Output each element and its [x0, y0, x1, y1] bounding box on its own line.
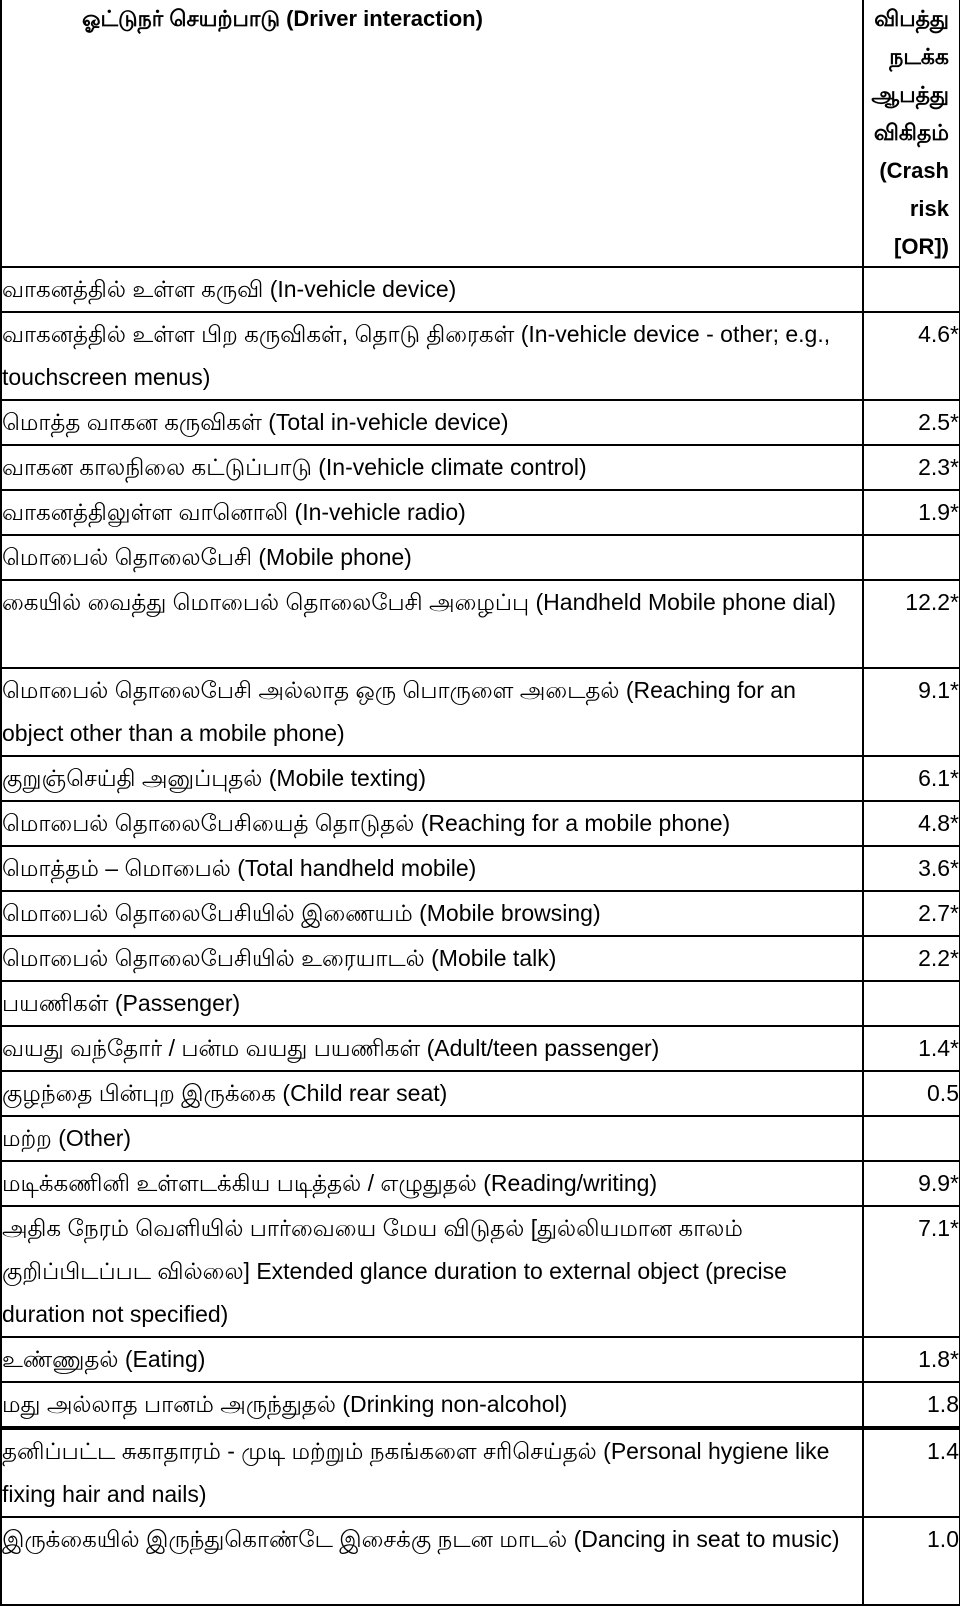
- interaction-cell: வாகனத்தில் உள்ள கருவி (In-vehicle device): [1, 267, 863, 312]
- interaction-cell: தனிப்பட்ட சுகாதாரம் - முடி மற்றும் நகங்களை சரிசெய்தல் (Personal hygiene like fixing hair and nails): [1, 1428, 863, 1517]
- table-row: [1, 1161, 960, 1206]
- table-row: [1, 1206, 960, 1337]
- table-section-row: [1, 1116, 960, 1161]
- crash-risk-cell: 2.3*: [863, 445, 960, 490]
- interaction-cell: வாகனத்திலுள்ள வானொலி (In-vehicle radio): [1, 490, 863, 535]
- crash-risk-cell: 2.2*: [863, 936, 960, 981]
- crash-risk-cell: 4.6*: [863, 312, 960, 400]
- crash-risk-cell: [863, 981, 960, 1026]
- table-row: [1, 891, 960, 936]
- interaction-cell: வாகனத்தில் உள்ள பிற கருவிகள், தொடு திரைகள் (In-vehicle device - other; e.g., touchscreen menus): [1, 312, 863, 400]
- crash-risk-cell: 1.0: [863, 1517, 960, 1605]
- interaction-cell: மொபைல் தொலைபேசி அல்லாத ஒரு பொருளை அடைதல் (Reaching for an object other than a mobile phone): [1, 668, 863, 756]
- interaction-cell: மொபைல் தொலைபேசி (Mobile phone): [1, 535, 863, 580]
- crash-risk-cell: 7.1*: [863, 1206, 960, 1337]
- interaction-cell: மொத்த வாகன கருவிகள் (Total in-vehicle device): [1, 400, 863, 445]
- crash-risk-cell: 4.8*: [863, 801, 960, 846]
- table-row: [1, 1382, 960, 1428]
- crash-risk-cell: 12.2*: [863, 580, 960, 668]
- crash-risk-cell: 1.4*: [863, 1026, 960, 1071]
- table-row: [1, 756, 960, 801]
- crash-risk-cell: 2.5*: [863, 400, 960, 445]
- interaction-cell: குழந்தை பின்புற இருக்கை (Child rear seat): [1, 1071, 863, 1116]
- crash-risk-cell: 1.4: [863, 1428, 960, 1517]
- interaction-cell: மடிக்கணினி உள்ளடக்கிய படித்தல் / எழுதுதல் (Reading/writing): [1, 1161, 863, 1206]
- table-row: [1, 1428, 960, 1517]
- crash-risk-header-line3: (Crash risk [OR]): [879, 158, 949, 259]
- interaction-cell: குறுஞ்செய்தி அனுப்புதல் (Mobile texting): [1, 756, 863, 801]
- interaction-cell: மொபைல் தொலைபேசியில் இணையம் (Mobile browsing): [1, 891, 863, 936]
- crash-risk-cell: 1.8: [863, 1382, 960, 1428]
- crash-risk-cell: 6.1*: [863, 756, 960, 801]
- table-row: [1, 312, 960, 400]
- interaction-cell: கையில் வைத்து மொபைல் தொலைபேசி அழைப்பு (Handheld Mobile phone dial): [1, 580, 863, 668]
- table-body: [1, 267, 960, 1605]
- interaction-cell: இருக்கையில் இருந்துகொண்டே இசைக்கு நடன மாடல் (Dancing in seat to music): [1, 1517, 863, 1605]
- table-row: [1, 580, 960, 668]
- table-header-row: [1, 0, 960, 267]
- interaction-cell: வயது வந்தோர் / பன்ம வயது பயணிகள் (Adult/teen passenger): [1, 1026, 863, 1071]
- table-row: [1, 1026, 960, 1071]
- table-row: [1, 936, 960, 981]
- crash-risk-cell: 9.1*: [863, 668, 960, 756]
- table-row: [1, 801, 960, 846]
- table-row: [1, 846, 960, 891]
- interaction-cell: மொபைல் தொலைபேசியில் உரையாடல் (Mobile talk): [1, 936, 863, 981]
- crash-risk-cell: 3.6*: [863, 846, 960, 891]
- table-row: [1, 668, 960, 756]
- crash-risk-header: [863, 0, 960, 267]
- crash-risk-cell: 0.5: [863, 1071, 960, 1116]
- interaction-cell: மற்ற (Other): [1, 1116, 863, 1161]
- crash-risk-cell: 9.9*: [863, 1161, 960, 1206]
- table-row: [1, 1517, 960, 1605]
- table-row: [1, 445, 960, 490]
- interaction-cell: மொபைல் தொலைபேசியைத் தொடுதல் (Reaching for a mobile phone): [1, 801, 863, 846]
- table-section-row: [1, 267, 960, 312]
- interaction-cell: பயணிகள் (Passenger): [1, 981, 863, 1026]
- interaction-cell: மொத்தம் – மொபைல் (Total handheld mobile): [1, 846, 863, 891]
- crash-risk-cell: [863, 1116, 960, 1161]
- table-row: [1, 400, 960, 445]
- crash-risk-cell: [863, 267, 960, 312]
- crash-risk-header-line1: விபத்து நடக்க: [874, 6, 949, 69]
- crash-risk-cell: 2.7*: [863, 891, 960, 936]
- table-section-row: [1, 535, 960, 580]
- interaction-cell: அதிக நேரம் வெளியில் பார்வையை மேய விடுதல் [துல்லியமான காலம் குறிப்பிடப்பட வில்லை] Extended glance duration to external object (precise duration not specified): [1, 1206, 863, 1337]
- table-row: [1, 1071, 960, 1116]
- table-row: [1, 490, 960, 535]
- table-row: [1, 1337, 960, 1382]
- interaction-cell: மது அல்லாத பானம் அருந்துதல் (Drinking non-alcohol): [1, 1382, 863, 1428]
- driver-interaction-header: ஓட்டுநர் செயற்பாடு (Driver interaction): [1, 0, 863, 267]
- interaction-cell: வாகன காலநிலை கட்டுப்பாடு (In-vehicle climate control): [1, 445, 863, 490]
- crash-risk-cell: [863, 535, 960, 580]
- crash-risk-cell: 1.9*: [863, 490, 960, 535]
- interaction-cell: உண்ணுதல் (Eating): [1, 1337, 863, 1382]
- crash-risk-cell: 1.8*: [863, 1337, 960, 1382]
- crash-risk-header-line2: ஆபத்து விகிதம்: [871, 82, 949, 145]
- table-section-row: [1, 981, 960, 1026]
